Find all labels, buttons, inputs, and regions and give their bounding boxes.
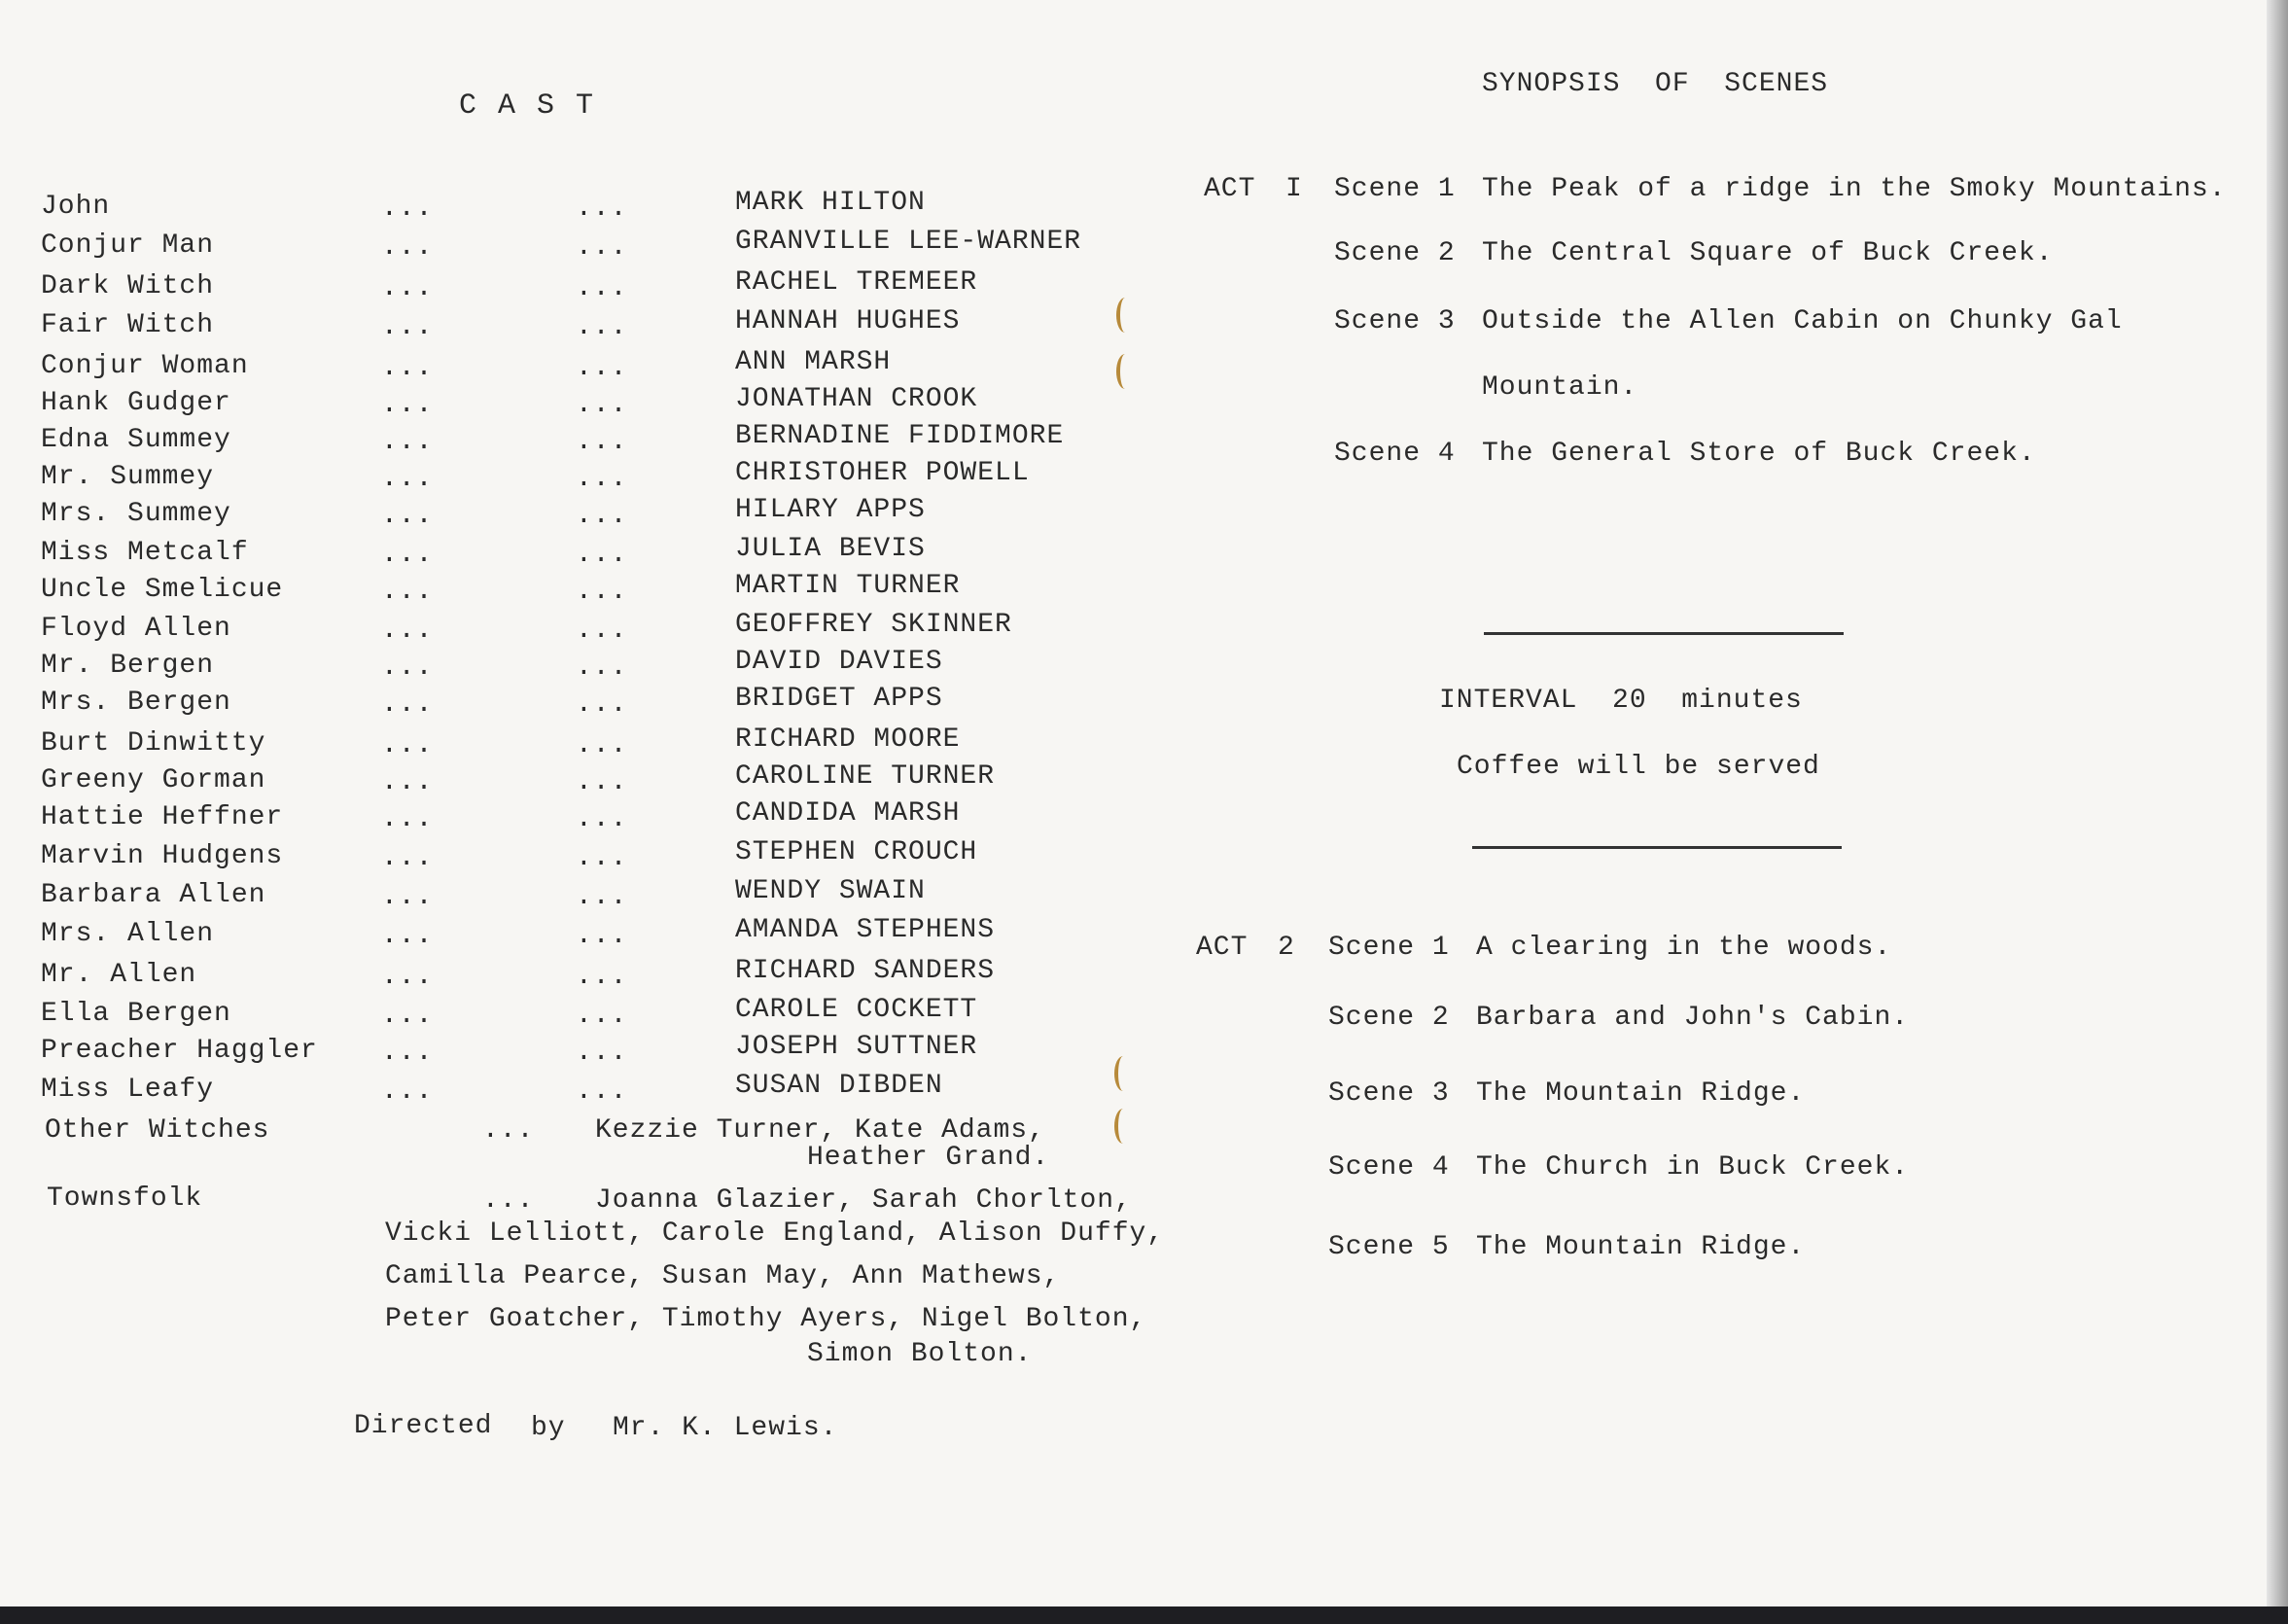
cast-dots: ... xyxy=(381,464,434,494)
cast-role-townsfolk: Townsfolk xyxy=(47,1183,203,1214)
coffee-text: Coffee will be served xyxy=(1457,752,1820,782)
act1-scene-text: The General Store of Buck Creek. xyxy=(1482,439,2036,469)
cast-actor: JOSEPH SUTTNER xyxy=(735,1032,978,1062)
interval-text: INTERVAL 20 minutes xyxy=(1439,686,1803,716)
cast-dots: ... xyxy=(576,232,628,263)
cast-actor: CAROLINE TURNER xyxy=(735,761,996,792)
cast-actor: GEOFFREY SKINNER xyxy=(735,610,1012,640)
cast-role-other-witches: Other Witches xyxy=(45,1115,270,1146)
cast-dots: ... xyxy=(576,1077,628,1107)
act1-scene-text-continued: Mountain. xyxy=(1482,372,1638,403)
cast-dots: ... xyxy=(576,962,628,992)
cast-dots: ... xyxy=(576,843,628,873)
cast-dots: ... xyxy=(576,921,628,951)
cast-dots: ... xyxy=(576,1038,628,1068)
cast-dots: ... xyxy=(381,843,434,873)
staple-mark xyxy=(1116,354,1134,389)
cast-actor: BRIDGET APPS xyxy=(735,684,943,714)
cast-actor: AMANDA STEPHENS xyxy=(735,915,996,945)
cast-dots: ... xyxy=(576,767,628,797)
cast-dots: ... xyxy=(576,353,628,383)
cast-role: Miss Leafy xyxy=(41,1075,215,1105)
cast-role: Mr. Allen xyxy=(41,960,197,990)
cast-actor: SUSAN DIBDEN xyxy=(735,1071,943,1101)
director-by: by xyxy=(531,1413,566,1443)
act1-scene-label: Scene 2 xyxy=(1334,238,1456,268)
cast-dots-other-witches: ... xyxy=(482,1115,535,1146)
cast-role: Fair Witch xyxy=(41,310,215,340)
act2-scene-label: Scene 5 xyxy=(1328,1232,1450,1262)
cast-dots: ... xyxy=(381,232,434,263)
cast-dots: ... xyxy=(576,194,628,224)
synopsis-title: SYNOPSIS OF SCENES xyxy=(1482,69,1829,99)
cast-role: John xyxy=(41,192,111,222)
cast-dots: ... xyxy=(576,501,628,531)
cast-role: Conjur Man xyxy=(41,230,215,261)
cast-dots: ... xyxy=(381,1001,434,1031)
act2-scene-text: The Mountain Ridge. xyxy=(1476,1078,1806,1109)
act1-scene-text: The Peak of a ridge in the Smoky Mountains. xyxy=(1482,174,2227,204)
act1-scene-text: The Central Square of Buck Creek. xyxy=(1482,238,2054,268)
cast-dots: ... xyxy=(381,1077,434,1107)
cast-dots: ... xyxy=(576,653,628,683)
cast-role: Barbara Allen xyxy=(41,880,266,910)
cast-actor: STEPHEN CROUCH xyxy=(735,837,978,867)
cast-role: Conjur Woman xyxy=(41,351,249,381)
cast-dots: ... xyxy=(381,767,434,797)
cast-actor: CAROLE COCKETT xyxy=(735,995,978,1025)
townsfolk-line-3: Camilla Pearce, Susan May, Ann Mathews, xyxy=(385,1261,1061,1291)
cast-role: Preacher Haggler xyxy=(41,1036,318,1066)
cast-actor: BERNADINE FIDDIMORE xyxy=(735,421,1065,451)
cast-actor: MARTIN TURNER xyxy=(735,571,961,601)
cast-dots: ... xyxy=(381,577,434,607)
cast-dots-townsfolk: ... xyxy=(482,1185,535,1216)
cast-actor: RICHARD MOORE xyxy=(735,724,961,755)
cast-dots: ... xyxy=(381,1038,434,1068)
cast-role: Burt Dinwitty xyxy=(41,728,266,759)
cast-actor: HILARY APPS xyxy=(735,495,926,525)
divider-rule xyxy=(1484,632,1844,635)
cast-actor: CHRISTOHER POWELL xyxy=(735,458,1030,488)
cast-role: Hattie Heffner xyxy=(41,802,284,832)
cast-dots: ... xyxy=(381,882,434,912)
cast-role: Miss Metcalf xyxy=(41,538,249,568)
staple-mark xyxy=(1114,1109,1132,1144)
cast-actor: WENDY SWAIN xyxy=(735,876,926,906)
cast-dots: ... xyxy=(576,804,628,834)
cast-actor: JULIA BEVIS xyxy=(735,534,926,564)
cast-role: Edna Summey xyxy=(41,425,231,455)
act2-number: 2 xyxy=(1278,933,1295,963)
act2-scene-text: Barbara and John's Cabin. xyxy=(1476,1003,1910,1033)
cast-role: Ella Bergen xyxy=(41,999,231,1029)
divider-rule xyxy=(1472,846,1842,849)
cast-actor: DAVID DAVIES xyxy=(735,647,943,677)
cast-dots: ... xyxy=(381,273,434,303)
act2-scene-text: A clearing in the woods. xyxy=(1476,933,1892,963)
cast-dots: ... xyxy=(381,353,434,383)
act1-number: I xyxy=(1285,174,1303,204)
scan-background xyxy=(0,1606,2288,1624)
cast-actor: GRANVILLE LEE-WARNER xyxy=(735,227,1082,257)
cast-dots: ... xyxy=(381,921,434,951)
cast-dots: ... xyxy=(381,194,434,224)
cast-dots: ... xyxy=(576,312,628,342)
cast-dots: ... xyxy=(576,882,628,912)
cast-dots: ... xyxy=(576,577,628,607)
cast-dots: ... xyxy=(576,616,628,646)
act1-scene-label: Scene 4 xyxy=(1334,439,1456,469)
cast-dots: ... xyxy=(381,730,434,760)
cast-dots: ... xyxy=(381,689,434,720)
cast-dots: ... xyxy=(381,653,434,683)
act1-scene-label: Scene 3 xyxy=(1334,306,1456,336)
director-label: Directed xyxy=(354,1411,493,1441)
cast-dots: ... xyxy=(381,312,434,342)
act2-scene-text: The Mountain Ridge. xyxy=(1476,1232,1806,1262)
cast-dots: ... xyxy=(576,390,628,420)
staple-mark xyxy=(1116,298,1134,333)
cast-actor: RACHEL TREMEER xyxy=(735,267,978,298)
act2-scene-label: Scene 2 xyxy=(1328,1003,1450,1033)
cast-actor: HANNAH HUGHES xyxy=(735,306,961,336)
other-witches-line-1: Kezzie Turner, Kate Adams, xyxy=(595,1115,1045,1146)
cast-dots: ... xyxy=(576,540,628,570)
act1-scene-label: Scene 1 xyxy=(1334,174,1456,204)
act2-scene-text: The Church in Buck Creek. xyxy=(1476,1152,1910,1183)
cast-dots: ... xyxy=(576,464,628,494)
page-edge-shadow xyxy=(2267,0,2288,1606)
cast-actor: RICHARD SANDERS xyxy=(735,956,996,986)
cast-role: Uncle Smelicue xyxy=(41,575,284,605)
cast-dots: ... xyxy=(381,804,434,834)
cast-dots: ... xyxy=(381,540,434,570)
townsfolk-line-2: Vicki Lelliott, Carole England, Alison Duffy, xyxy=(385,1218,1165,1249)
cast-role: Dark Witch xyxy=(41,271,215,301)
cast-actor: ANN MARSH xyxy=(735,347,892,377)
act2-scene-label: Scene 1 xyxy=(1328,933,1450,963)
cast-dots: ... xyxy=(576,273,628,303)
cast-dots: ... xyxy=(576,730,628,760)
act1-label: ACT xyxy=(1204,174,1256,204)
cast-dots: ... xyxy=(576,689,628,720)
cast-role: Floyd Allen xyxy=(41,614,231,644)
cast-role: Mr. Bergen xyxy=(41,651,215,681)
cast-role: Marvin Hudgens xyxy=(41,841,284,871)
staple-mark xyxy=(1114,1056,1132,1091)
cast-dots: ... xyxy=(381,390,434,420)
townsfolk-line-5: Simon Bolton. xyxy=(807,1339,1033,1369)
cast-role: Mrs. Bergen xyxy=(41,688,231,718)
cast-actor: MARK HILTON xyxy=(735,188,926,218)
cast-title: C A S T xyxy=(459,89,596,123)
act2-label: ACT xyxy=(1196,933,1249,963)
cast-role: Mrs. Summey xyxy=(41,499,231,529)
cast-dots: ... xyxy=(576,1001,628,1031)
cast-role: Hank Gudger xyxy=(41,388,231,418)
act1-scene-text: Outside the Allen Cabin on Chunky Gal xyxy=(1482,306,2123,336)
cast-actor: CANDIDA MARSH xyxy=(735,798,961,829)
cast-role: Greeny Gorman xyxy=(41,765,266,795)
other-witches-line-2: Heather Grand. xyxy=(807,1143,1050,1173)
act2-scene-label: Scene 3 xyxy=(1328,1078,1450,1109)
cast-actor: JONATHAN CROOK xyxy=(735,384,978,414)
cast-dots: ... xyxy=(381,616,434,646)
cast-dots: ... xyxy=(381,962,434,992)
director-name: Mr. K. Lewis. xyxy=(613,1413,838,1443)
cast-dots: ... xyxy=(381,501,434,531)
act2-scene-label: Scene 4 xyxy=(1328,1152,1450,1183)
townsfolk-line-4: Peter Goatcher, Timothy Ayers, Nigel Bolton, xyxy=(385,1304,1147,1334)
cast-dots: ... xyxy=(576,427,628,457)
cast-dots: ... xyxy=(381,427,434,457)
townsfolk-line-1: Joanna Glazier, Sarah Chorlton, xyxy=(595,1185,1132,1216)
cast-role: Mr. Summey xyxy=(41,462,215,492)
cast-role: Mrs. Allen xyxy=(41,919,215,949)
